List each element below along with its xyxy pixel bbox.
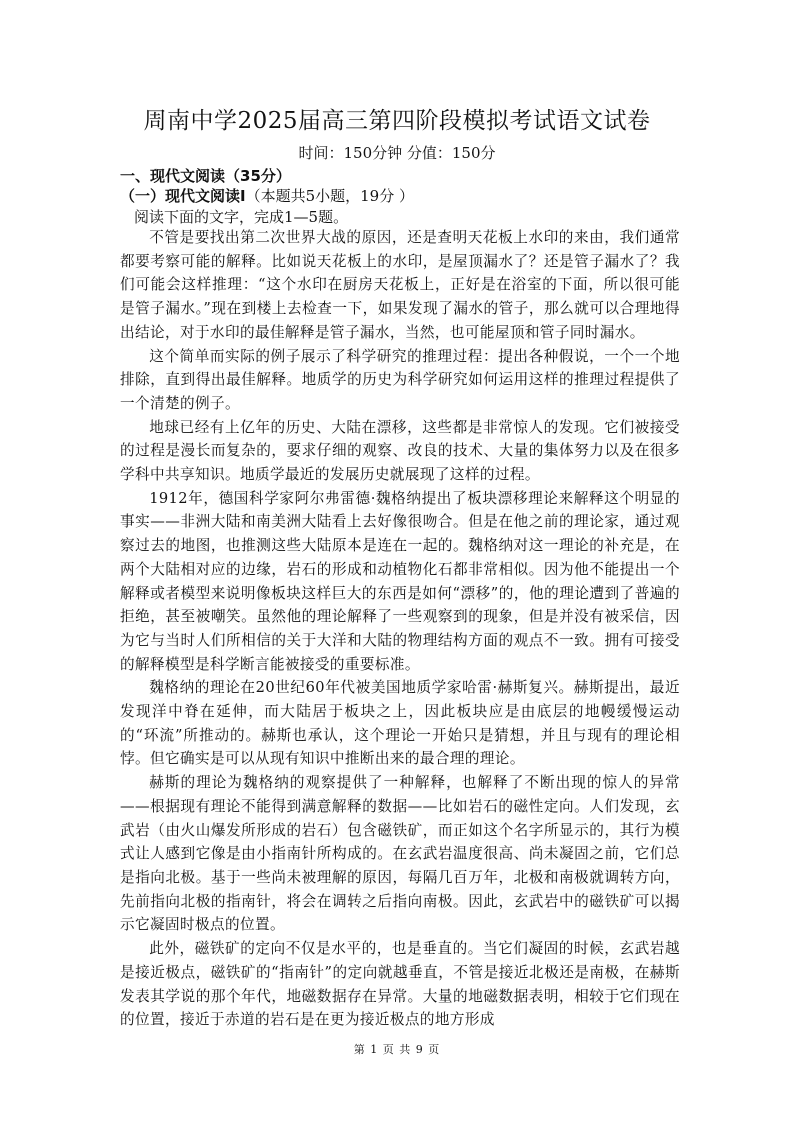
paragraph: 1912年，德国科学家阿尔弗雷德·魏格纳提出了板块漂移理论来解释这个明显的事实——非洲大陆和南美洲大陆看上去好像很吻合。但是在他之前的理论家，通过观察过去的地图，也推测这些大陆原本是连在一起的。魏格纳对这一理论的补充是，在两个大陆相对应的边缘，岩石的形成和动植物化石都非常相似。因为他不能提出一个解释或者模型来说明像板块这样巨大的东西是如何“漂移”的，他的理论遭到了普遍的拒绝，甚至被嘲笑。虽然他的理论解释了一些观察到的现象，但是并没有被采信，因为它与当时人们所相信的关于大洋和大陆的物理结构方面的观点不一致。拥有可接受的解释模型是科学断言能被接受的重要标准。	[120, 489, 680, 673]
subsection-heading	[120, 186, 414, 206]
section-heading: 一、现代文阅读（35分）	[120, 167, 291, 185]
article-body	[120, 226, 680, 1032]
subsection-label: （一）现代文阅读Ⅰ	[120, 187, 246, 205]
paragraph: 地球已经有上亿年的历史、大陆在漂移，这些都是非常惊人的发现。它们被接受的过程是漫长而复杂的，要求仔细的观察、改良的技术、大量的集体努力以及在很多学科中共享知识。地质学最近的发展历史就展现了这样的过程。	[120, 418, 680, 484]
paragraph: 此外，磁铁矿的定向不仅是水平的，也是垂直的。当它们凝固的时候，玄武岩越是接近极点，磁铁矿的“指南针”的定向就越垂直，不管是接近北极还是南极，在赫斯发表其学说的那个年代，地磁数据存在异常。大量的地磁数据表明，相较于它们现在的位置，接近于赤道的岩石是在更为接近极点的地方形成	[120, 940, 680, 1029]
paragraph: 赫斯的理论为魏格纳的观察提供了一种解释，也解释了不断出现的惊人的异常——根据现有理论不能得到满意解释的数据——比如岩石的磁性定向。人们发现，玄武岩（由火山爆发所形成的岩石）包含磁铁矿，而正如这个名字所显示的，其行为模式让人感到它像是由小指南针所构成的。在玄武岩温度很高、尚未凝固之前，它们总是指向北极。基于一些尚未被理解的原因，每隔几百万年，北极和南极就调转方向，先前指向北极的指南针，将会在调转之后指向南极。因此，玄武岩中的磁铁矿可以揭示它凝固时极点的位置。	[120, 774, 680, 934]
exam-title: 周南中学2025届高三第四阶段模拟考试语文试卷	[143, 108, 651, 134]
page-footer: 第 1 页 共 9 页	[353, 1043, 441, 1056]
exam-time-score: 时间：150分钟 分值：150分	[298, 144, 496, 162]
paragraph: 不管是要找出第二次世界大战的原因，还是查明天花板上水印的来由，我们通常都要考察可能的解释。比如说天花板上的水印，是屋顶漏水了？还是管子漏水了？我们可能会这样推理：“这个水印在厨房天花板上，正好是在浴室的下面，所以很可能是管子漏水。”现在到楼上去检查一下，如果发现了漏水的管子，那么就可以合理地得出结论，对于水印的最佳解释是管子漏水，当然，也可能屋顶和管子同时漏水。	[120, 229, 680, 341]
subsection-note: （本题共5小题，19分 ）	[245, 187, 414, 205]
paragraph: 这个简单而实际的例子展示了科学研究的推理过程：提出各种假说，一个一个地排除，直到得出最佳解释。地质学的历史为科学研究如何运用这样的推理过程提供了一个清楚的例子。	[120, 347, 680, 412]
paragraph: 魏格纳的理论在20世纪60年代被美国地质学家哈雷·赫斯复兴。赫斯提出，最近发现洋中脊在延伸，而大陆居于板块之上，因此板块应是由底层的地幔缓慢运动的“环流”所推动的。赫斯也承认，这个理论一开始只是猜想，并且与现有的理论相悖。但它确实是可以从现有知识中推断出来的最合理的理论。	[120, 679, 680, 768]
reading-instruction: 阅读下面的文字，完成1—5题。	[134, 208, 349, 226]
